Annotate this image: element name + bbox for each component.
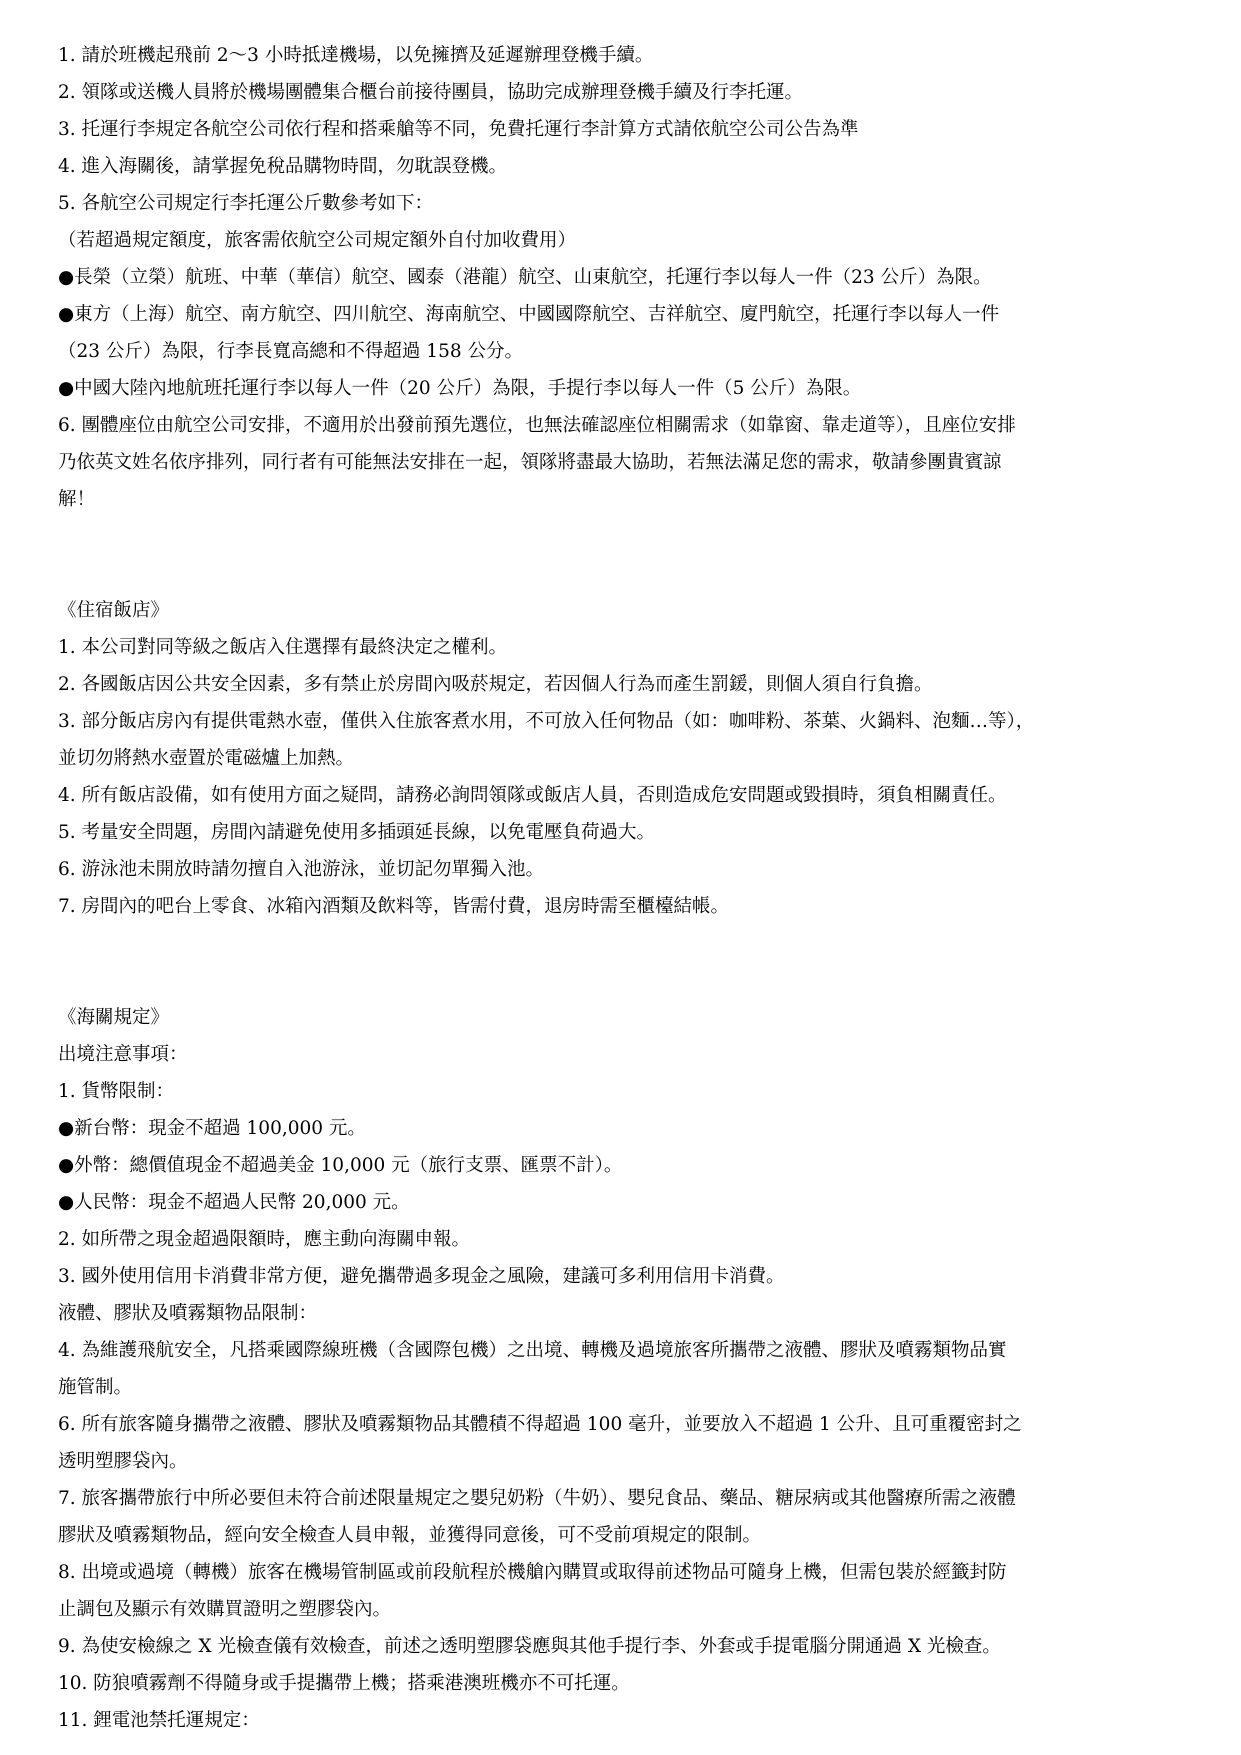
text-line: 解！ [58,489,96,510]
text-line: 液體、膠狀及噴霧類物品限制： [58,1303,318,1324]
text-line: 7. 房間內的吧台上零食、冰箱內酒類及飲料等，皆需付費，退房時需至櫃檯結帳。 [58,896,730,917]
text-line: 11. 鋰電池禁托運規定： [58,1710,260,1731]
text-line: ●長榮（立榮）航班、中華（華信）航空、國泰（港龍）航空、山東航空，托運行李以每人一件（23 公斤）為限。 [58,267,992,288]
text-line: 1. 本公司對同等級之飯店入住選擇有最終決定之權利。 [58,637,508,658]
text-line: 2. 各國飯店因公共安全因素，多有禁止於房間內吸菸規定，若因個人行為而產生罰鍰，則個人須自行負擔。 [58,674,933,695]
blank-line [58,518,1183,555]
text-line: 8. 出境或過境（轉機）旅客在機場管制區或前段航程於機艙內購買或取得前述物品可隨身上機，但需包裝於經籤封防 [58,1562,1007,1583]
text-line: 止調包及顯示有效購買證明之塑膠袋內。 [58,1599,392,1620]
text-line: 6. 所有旅客隨身攜帶之液體、膠狀及噴霧類物品其體積不得超過 100 毫升，並要放入不超過 1 公升、且可重覆密封之 [58,1414,1022,1435]
section-heading-hotel: 《住宿飯店》 [58,600,170,621]
text-line: 5. 各航空公司規定行李托運公斤數參考如下： [58,193,434,214]
text-line: 2. 領隊或送機人員將於機場團體集合櫃台前接待團員，協助完成辦理登機手續及行李托運。 [58,82,804,103]
text-line: 7. 旅客攜帶旅行中所必要但未符合前述限量規定之嬰兒奶粉（牛奶）、嬰兒食品、藥品、糖尿病或其他醫療所需之液體 [58,1488,1016,1509]
text-line: 乃依英文姓名依序排列，同行者有可能無法安排在一起，領隊將盡最大協助，若無法滿足您的需求，敬請參團貴賓諒 [58,452,1002,473]
text-line: 4. 為維護飛航安全，凡搭乘國際線班機（含國際包機）之出境、轉機及過境旅客所攜帶之液體、膠狀及噴霧類物品實 [58,1340,1007,1361]
text-line: 4. 進入海關後，請掌握免稅品購物時間，勿耽誤登機。 [58,156,508,177]
text-line: 6. 團體座位由航空公司安排，不適用於出發前預先選位，也無法確認座位相關需求（如靠窗、靠走道等），且座位安排 [58,415,1016,436]
text-line: 10. 防狼噴霧劑不得隨身或手提攜帶上機；搭乘港澳班機亦不可托運。 [58,1673,630,1694]
text-line: 2. 如所帶之現金超過限額時，應主動向海關申報。 [58,1229,471,1250]
text-line: 5. 考量安全問題，房間內請避免使用多插頭延長線，以免電壓負荷過大。 [58,822,656,843]
text-line: 4. 所有飯店設備，如有使用方面之疑問，請務必詢問領隊或飯店人員，否則造成危安問題或毀損時，須負相關責任。 [58,785,1007,806]
text-line: 9. 為使安檢線之 X 光檢查儀有效檢查，前述之透明塑膠袋應與其他手提行李、外套或手提電腦分開通過 X 光檢查。 [58,1636,1001,1657]
blank-line [58,962,1183,999]
text-line: 3. 托運行李規定各航空公司依行程和搭乘艙等不同，免費托運行李計算方式請依航空公司公告為準 [58,119,859,140]
text-line: 1. 貨幣限制： [58,1081,175,1102]
text-line: ●人民幣：現金不超過人民幣 20,000 元。 [58,1192,410,1213]
text-line: 3. 部分飯店房內有提供電熱水壺，僅供入住旅客煮水用，不可放入任何物品（如：咖啡粉、茶葉、火鍋料、泡麵…等）， [58,711,1035,732]
text-line: 1. 請於班機起飛前 2～3 小時抵達機場，以免擁擠及延遲辦理登機手續。 [58,45,654,66]
text-line: 透明塑膠袋內。 [58,1451,188,1472]
text-line: 出境注意事項： [58,1044,188,1065]
document-body [58,37,1183,1739]
text-line: 3. 國外使用信用卡消費非常方便，避免攜帶過多現金之風險，建議可多利用信用卡消費。 [58,1266,785,1287]
text-line: ●新台幣：現金不超過 100,000 元。 [58,1118,366,1139]
text-line: （若超過規定額度，旅客需依航空公司規定額外自付加收費用） [58,230,577,251]
blank-line [58,925,1183,962]
blank-line [58,555,1183,592]
text-line: 6. 游泳池未開放時請勿擅自入池游泳，並切記勿單獨入池。 [58,859,545,880]
text-line: 施管制。 [58,1377,133,1398]
text-line: ●東方（上海）航空、南方航空、四川航空、海南航空、中國國際航空、吉祥航空、廈門航空，托運行李以每人一件 [58,304,1000,325]
section-heading-customs: 《海關規定》 [58,1007,170,1028]
text-line: （23 公斤）為限，行李長寬高總和不得超過 158 公分。 [58,341,523,362]
text-line: 並切勿將熱水壺置於電磁爐上加熱。 [58,748,355,769]
text-line: ●外幣：總價值現金不超過美金 10,000 元（旅行支票、匯票不計）。 [58,1155,623,1176]
text-line: 膠狀及噴霧類物品，經向安全檢查人員申報，並獲得同意後，可不受前項規定的限制。 [58,1525,762,1546]
text-line: ●中國大陸內地航班托運行李以每人一件（20 公斤）為限，手提行李以每人一件（5 公斤）為限。 [58,378,862,399]
